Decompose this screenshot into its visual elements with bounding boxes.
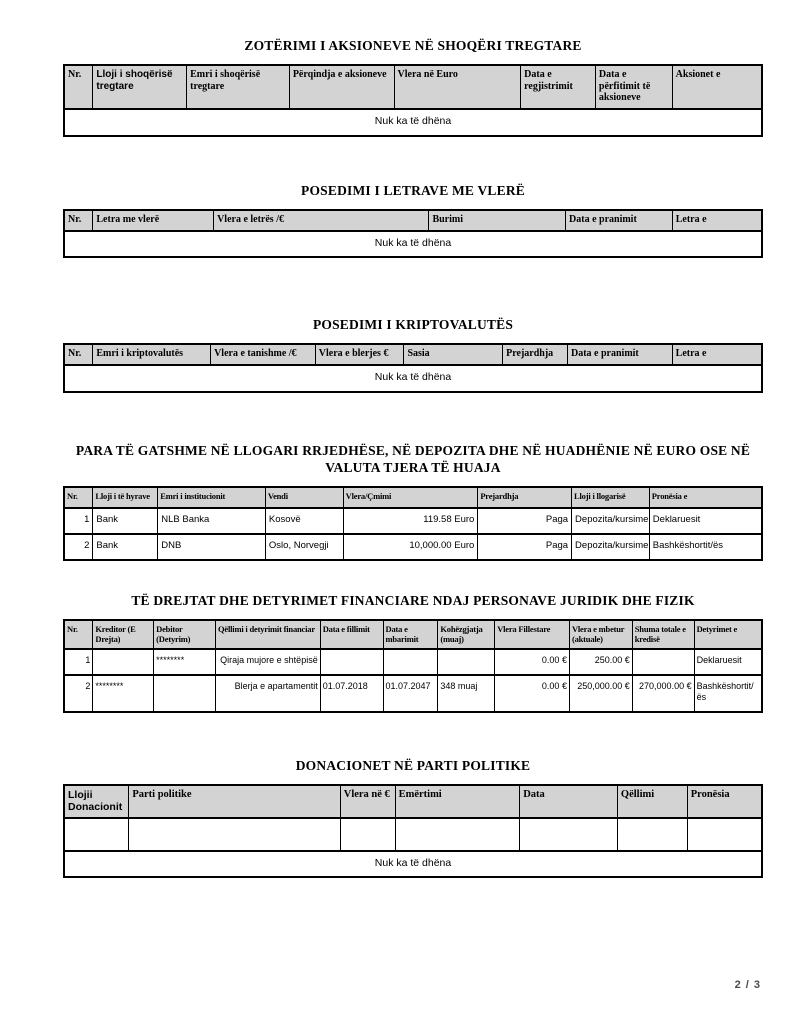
column-header: Burimi [429, 210, 566, 231]
column-header: Letra e [672, 344, 762, 365]
section-political-donations [63, 758, 763, 879]
header-row [64, 487, 762, 508]
header-row [64, 210, 762, 231]
section-title: POSEDIMI I LETRAVE ME VLERË [301, 182, 525, 198]
no-data-cell: Nuk ka të dhëna [64, 365, 762, 392]
column-header: Emri i shoqërisë tregtare [187, 65, 290, 109]
table-cell: Bank [93, 534, 158, 560]
table-row [64, 508, 762, 534]
table-cell: Depozita/kursime [572, 534, 650, 560]
table-row [64, 675, 762, 712]
column-header: Prejardhja [478, 487, 572, 508]
column-header: Data e regjistrimit [521, 65, 596, 109]
row-number-cell: 2 [64, 534, 93, 560]
column-header: Pronësia [687, 785, 762, 819]
column-header: Vlera/Çmimi [343, 487, 478, 508]
row-number-cell: 1 [64, 649, 93, 675]
table-cell [395, 818, 520, 850]
column-header: Data e fillimit [320, 620, 383, 649]
column-header: Letra me vlerë [93, 210, 214, 231]
section-shares [63, 38, 763, 137]
column-header: Vlera Fillestare [495, 620, 570, 649]
row-number-cell: 2 [64, 675, 93, 712]
column-header: Kreditor (E Drejta) [93, 620, 154, 649]
table-cell: Paga [478, 508, 572, 534]
table-row [64, 649, 762, 675]
table-cell: Depozita/kursime [572, 508, 650, 534]
column-header: Lloji i të hyrave [93, 487, 158, 508]
table-cell: Deklaruesit [649, 508, 762, 534]
column-header: Data e mbarimit [383, 620, 438, 649]
table-cell: 119.58 Euro [343, 508, 478, 534]
column-header: Përqindja e aksioneve [289, 65, 394, 109]
header-row [64, 785, 762, 819]
column-header: Letra e [672, 210, 762, 231]
table-political-donations [63, 784, 763, 879]
column-header: Sasia [404, 344, 503, 365]
page-number: 2 / 3 [734, 979, 761, 991]
table-cell [154, 675, 216, 712]
column-header: Emri i kriptovalutës [93, 344, 211, 365]
table-row [64, 534, 762, 560]
table-cell [93, 649, 154, 675]
table-cell [520, 818, 618, 850]
table-cell [64, 818, 129, 850]
section-title: ZOTËRIMI I AKSIONEVE NË SHOQËRI TREGTARE [244, 38, 582, 53]
column-header: Debitor (Detyrim) [154, 620, 216, 649]
column-header: Data e pranimit [566, 210, 673, 231]
section-title: PARA TË GATSHME NË LLOGARI RRJEDHËSE, NË DEPOZITA DHE NË HUADHËNIE NË EURO OSE NË VALUTA TJERA TË HUAJA [75, 442, 751, 475]
table-cell: NLB Banka [158, 508, 266, 534]
header-row [64, 344, 762, 365]
column-header: Vlera e mbetur (aktuale) [569, 620, 632, 649]
header-row [64, 65, 762, 109]
no-data-row [64, 109, 762, 136]
column-header: Pronësia e [649, 487, 762, 508]
table-cell: Bashkëshortit/ës [649, 534, 762, 560]
table-crypto [63, 343, 763, 393]
column-header: Shuma totale e kredisë [632, 620, 694, 649]
table-shares [63, 64, 763, 137]
table-cell: Bank [93, 508, 158, 534]
section-title: DONACIONET NË PARTI POLITIKE [295, 757, 531, 773]
table-cell: 10,000.00 Euro [343, 534, 478, 560]
column-header: Nr. [64, 344, 93, 365]
table-cell: Kosovë [265, 508, 343, 534]
table-cell: 250.00 € [569, 649, 632, 675]
no-data-row [64, 365, 762, 392]
column-header: Vlera e tanishme /€ [211, 344, 316, 365]
no-data-row [64, 231, 762, 258]
column-header: Nr. [64, 487, 93, 508]
table-cell: Qiraja mujore e shtëpisë [216, 649, 321, 675]
table-cell: DNB [158, 534, 266, 560]
table-cell: Bashkëshortit/ës [694, 675, 762, 712]
table-cell: 01.07.2047 [383, 675, 438, 712]
section-title: TË DREJTAT DHE DETYRIMET FINANCIARE NDAJ PERSONAVE JURIDIK DHE FIZIK [131, 593, 695, 609]
table-cell: 270,000.00 € [632, 675, 694, 712]
column-header: Nr. [64, 620, 93, 649]
table-securities [63, 209, 763, 259]
column-header: Emërtimi [395, 785, 520, 819]
column-header: Lloji i shoqërisë tregtare [93, 65, 187, 109]
table-cell: ******** [154, 649, 216, 675]
empty-row [64, 818, 762, 850]
table-cell: 0.00 € [495, 649, 570, 675]
table-cell [438, 649, 495, 675]
table-cell: Blerja e apartamentit [216, 675, 321, 712]
column-header: Nr. [64, 210, 93, 231]
column-header: Vlera në € [340, 785, 395, 819]
no-data-row [64, 851, 762, 878]
column-header: Vlera e letrës /€ [214, 210, 429, 231]
header-row [64, 620, 762, 649]
column-header: Data e pranimit [567, 344, 672, 365]
table-cell: Paga [478, 534, 572, 560]
column-header: Qëllimi i detyrimit financiar [216, 620, 321, 649]
table-cell: 01.07.2018 [320, 675, 383, 712]
column-header: Prejardhja [503, 344, 568, 365]
table-cell [129, 818, 340, 850]
column-header: Vlera në Euro [394, 65, 521, 109]
column-header: Detyrimet e [694, 620, 762, 649]
column-header: Aksionet e [672, 65, 762, 109]
column-header: Parti politike [129, 785, 340, 819]
table-cell [320, 649, 383, 675]
table-cell: 0.00 € [495, 675, 570, 712]
table-cell [383, 649, 438, 675]
table-cell [617, 818, 687, 850]
table-cell: Deklaruesit [694, 649, 762, 675]
column-header: Kohëzgjatja (muaj) [438, 620, 495, 649]
column-header: Llojii Donacionit [64, 785, 129, 819]
column-header: Vlera e blerjes € [315, 344, 404, 365]
table-cell: ******** [93, 675, 154, 712]
document-page [63, 0, 763, 878]
table-cell [632, 649, 694, 675]
table-cell: 348 muaj [438, 675, 495, 712]
table-cell [687, 818, 762, 850]
section-title: POSEDIMI I KRIPTOVALUTËS [312, 317, 514, 333]
table-cash-accounts [63, 486, 763, 562]
no-data-cell: Nuk ka të dhëna [64, 109, 762, 136]
section-financial-obligations [63, 593, 763, 712]
table-cell: 250,000.00 € [569, 675, 632, 712]
column-header: Data [520, 785, 618, 819]
column-header: Nr. [64, 65, 93, 109]
no-data-cell: Nuk ka të dhëna [64, 231, 762, 258]
column-header: Emri i institucionit [158, 487, 266, 508]
section-cash-accounts [63, 443, 763, 562]
table-cell [340, 818, 395, 850]
column-header: Vendi [265, 487, 343, 508]
table-cell: Oslo, Norvegji [265, 534, 343, 560]
column-header: Data e përfitimit të aksioneve [595, 65, 672, 109]
section-securities [63, 183, 763, 258]
column-header: Qëllimi [617, 785, 687, 819]
row-number-cell: 1 [64, 508, 93, 534]
table-financial-obligations [63, 619, 763, 712]
no-data-cell: Nuk ka të dhëna [64, 851, 762, 878]
section-crypto [63, 317, 763, 392]
column-header: Lloji i llogarisë [572, 487, 650, 508]
